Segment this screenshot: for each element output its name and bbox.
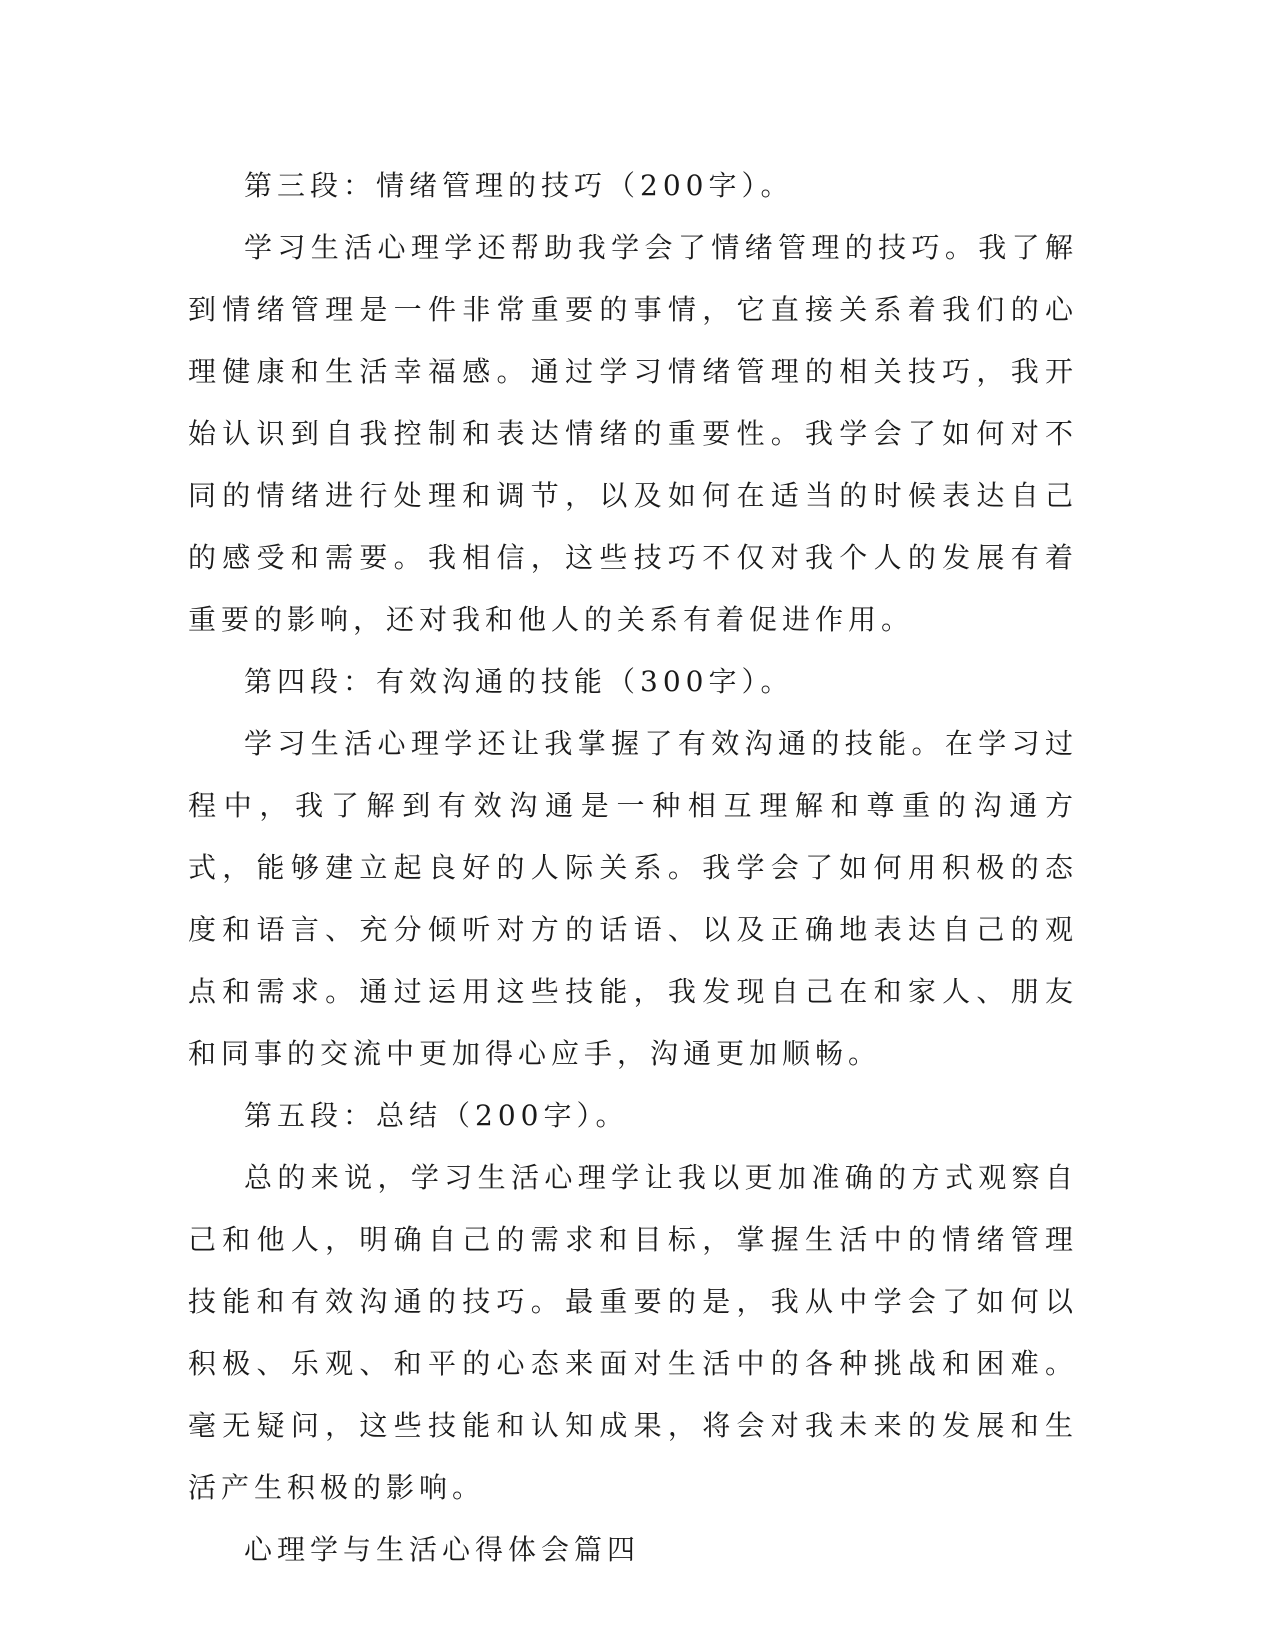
section-heading-3: 第三段：情绪管理的技巧（200字）。: [244, 169, 794, 202]
section-heading-5: 第五段：总结（200字）。: [244, 1099, 629, 1132]
section-heading-4: 第四段：有效沟通的技能（300字）。: [244, 665, 794, 698]
paragraph-emotion-management: 学习生活心理学还帮助我学会了情绪管理的技巧。我了解到情绪管理是一件非常重要的事情，它直接关系着我们的心理健康和生活幸福感。通过学习情绪管理的相关技巧，我开始认识到自我控制和表达情绪的重要性。我学会了如何对不同的情绪进行处理和调节，以及如何在适当的时候表达自己的感受和需要。我相信，这些技巧不仅对我个人的发展有着重要的影响，还对我和他人的关系有着促进作用。: [188, 231, 1078, 636]
paragraph-summary: 总的来说，学习生活心理学让我以更加准确的方式观察自己和他人，明确自己的需求和目标，掌握生活中的情绪管理技能和有效沟通的技巧。最重要的是，我从中学会了如何以积极、乐观、和平的心态来面对生活中的各种挑战和困难。毫无疑问，这些技能和认知成果，将会对我未来的发展和生活产生积极的影响。: [188, 1161, 1078, 1504]
article-title-part-4: 心理学与生活心得体会篇四: [244, 1533, 641, 1566]
document-body: [188, 155, 1078, 1581]
paragraph-effective-communication: 学习生活心理学还让我掌握了有效沟通的技能。在学习过程中，我了解到有效沟通是一种相互理解和尊重的沟通方式，能够建立起良好的人际关系。我学会了如何用积极的态度和语言、充分倾听对方的话语、以及正确地表达自己的观点和需求。通过运用这些技能，我发现自己在和家人、朋友和同事的交流中更加得心应手，沟通更加顺畅。: [188, 727, 1078, 1070]
